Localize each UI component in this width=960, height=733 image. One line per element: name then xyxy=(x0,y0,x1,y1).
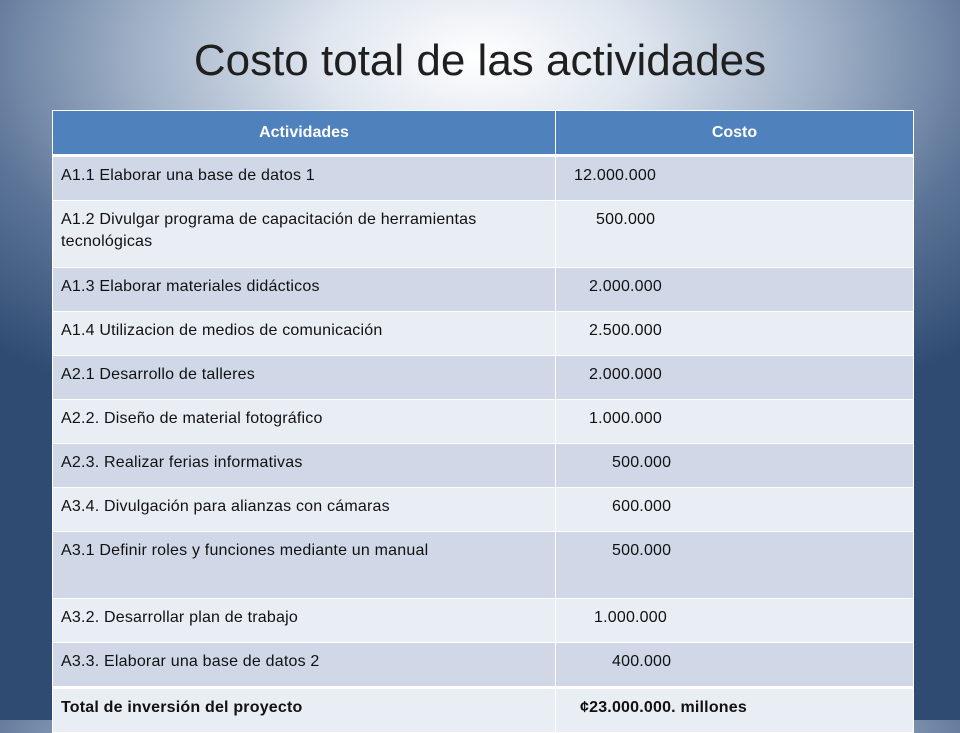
table-row xyxy=(53,444,914,488)
activity-cell: A1.3 Elaborar materiales didácticos xyxy=(53,268,556,312)
table-row xyxy=(53,201,914,268)
cost-cell: 1.000.000 xyxy=(556,599,914,643)
cost-cell: 500.000 xyxy=(556,201,914,268)
activity-cell: A3.3. Elaborar una base de datos 2 xyxy=(53,643,556,688)
activity-cell: A2.2. Diseño de material fotográfico xyxy=(53,400,556,444)
cost-cell: 500.000 xyxy=(556,532,914,599)
activity-cell: A3.2. Desarrollar plan de trabajo xyxy=(53,599,556,643)
total-label: Total de inversión del proyecto xyxy=(53,688,556,733)
cost-cell: 12.000.000 xyxy=(556,156,914,201)
total-value: ¢23.000.000. millones xyxy=(556,688,914,733)
table-row xyxy=(53,356,914,400)
cost-table xyxy=(52,110,914,733)
activity-cell: A1.1 Elaborar una base de datos 1 xyxy=(53,156,556,201)
activity-cell: A1.4 Utilizacion de medios de comunicación xyxy=(53,312,556,356)
cost-cell: 400.000 xyxy=(556,643,914,688)
table-row xyxy=(53,643,914,688)
table-row xyxy=(53,599,914,643)
header-activities: Actividades xyxy=(53,111,556,156)
cost-cell: 500.000 xyxy=(556,444,914,488)
activity-cell: A2.1 Desarrollo de talleres xyxy=(53,356,556,400)
cost-cell: 1.000.000 xyxy=(556,400,914,444)
slide-title: Costo total de las actividades xyxy=(193,36,767,85)
table-row xyxy=(53,400,914,444)
activity-cell: A2.3. Realizar ferias informativas xyxy=(53,444,556,488)
activity-cell: A3.4. Divulgación para alianzas con cámaras xyxy=(53,488,556,532)
table-row xyxy=(53,156,914,201)
cost-cell: 600.000 xyxy=(556,488,914,532)
cost-cell: 2.500.000 xyxy=(556,312,914,356)
header-cost: Costo xyxy=(556,111,914,156)
table-row xyxy=(53,268,914,312)
activity-cell: A1.2 Divulgar programa de capacitación de herramientas tecnológicas xyxy=(53,201,556,268)
table-header-row xyxy=(53,111,914,156)
total-row xyxy=(53,688,914,733)
table-row xyxy=(53,532,914,599)
activity-cell: A3.1 Definir roles y funciones mediante un manual xyxy=(53,532,556,599)
cost-cell: 2.000.000 xyxy=(556,268,914,312)
table-row xyxy=(53,312,914,356)
table-row xyxy=(53,488,914,532)
cost-cell: 2.000.000 xyxy=(556,356,914,400)
